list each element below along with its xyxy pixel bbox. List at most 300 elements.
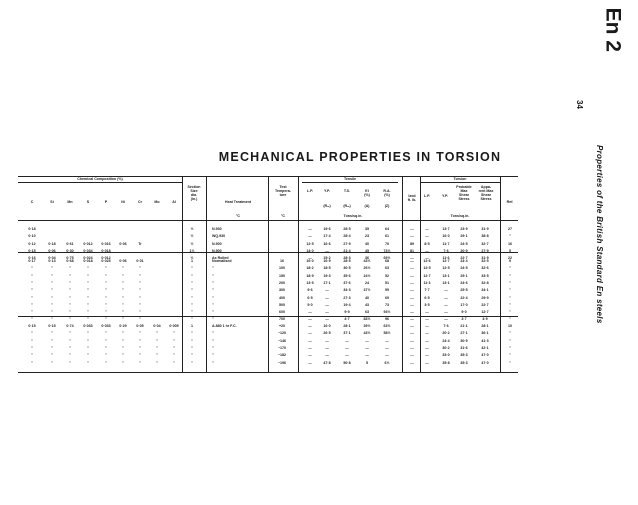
table-cell: 0·61 — [66, 241, 74, 246]
table-cell: 28·5 — [343, 259, 351, 263]
col-header-izod: Izod ft. lb. — [407, 194, 417, 202]
table-cell: " — [51, 266, 53, 271]
table-cell: " — [69, 288, 71, 293]
table-cell: " — [31, 302, 33, 307]
table-cell: 17·0 — [460, 302, 468, 307]
col-header-c: C — [30, 200, 34, 204]
table-cell: 0·15 — [28, 248, 36, 253]
table-cell: 16·0 — [306, 259, 314, 263]
col-header-el: El (%) — [364, 189, 370, 197]
table-cell: — — [410, 256, 414, 261]
table-cell: " — [191, 273, 193, 278]
table-cell: 0·16 — [28, 256, 36, 261]
unit-tensile: Tons/sq.in. — [343, 214, 363, 218]
table-cell: — — [308, 345, 312, 350]
table-cell: 7·7 — [424, 288, 430, 293]
table-cell: " — [509, 310, 511, 315]
table-cell: 24·5 — [460, 241, 468, 246]
table-cell: 52 — [385, 273, 389, 278]
table-cell: — — [410, 360, 414, 365]
table-cell: 26·5 — [323, 331, 331, 336]
table-cell: — — [325, 302, 329, 307]
table-cell: 22·7 — [481, 302, 489, 307]
table-cell: — — [425, 248, 429, 253]
table-cell: — — [345, 338, 349, 343]
table-cell: 11·3 — [423, 280, 431, 285]
table-cell: " — [69, 295, 71, 300]
table-cell: " — [69, 317, 71, 322]
table-cell: " — [509, 266, 511, 271]
table-cell: 5 — [366, 360, 368, 365]
table-cell: " — [509, 317, 511, 322]
table-cell: 16 — [508, 241, 512, 246]
table-cell: 37·1 — [343, 331, 351, 336]
table-cell: " — [122, 295, 124, 300]
table-cell: — — [325, 353, 329, 358]
table-cell: — — [410, 280, 414, 285]
table-cell: " — [173, 360, 175, 365]
table-cell: −196 — [277, 360, 287, 365]
table-cell: 31·9 — [481, 227, 489, 231]
table-cell: ½ — [190, 241, 194, 246]
table-cell: 36 — [365, 256, 369, 261]
table-cell: 17·4 — [323, 234, 331, 239]
table-cell: As Rolled — [212, 256, 229, 261]
table-cell: " — [509, 302, 511, 307]
table-cell: 32·8 — [481, 280, 489, 285]
unit-heat: °C — [235, 214, 241, 218]
table-cell: " — [191, 302, 193, 307]
table-cell: 81 — [410, 248, 414, 253]
table-cell: 35·3 — [460, 360, 468, 365]
table-cell: " — [156, 331, 158, 336]
table-cell: 34·1 — [481, 288, 489, 293]
table-cell: — — [365, 353, 369, 358]
table-cell: " — [156, 353, 158, 358]
table-cell: " — [509, 360, 511, 365]
col-header-al: Al — [172, 200, 176, 204]
table-cell: 32·6 — [481, 266, 489, 271]
table-cell: " — [87, 345, 89, 350]
table-cell: " — [87, 310, 89, 315]
table-cell: 35·6 — [343, 273, 351, 278]
table-cell: 5·0 — [307, 302, 313, 307]
table-cell: 33·0 — [442, 353, 450, 358]
table-cell: " — [105, 310, 107, 315]
table-cell: " — [87, 360, 89, 365]
table-cell: 10 — [508, 324, 512, 328]
table-cell: 43 — [365, 302, 369, 307]
table-cell: 12·6 — [423, 259, 431, 263]
table-cell: — — [425, 324, 429, 328]
table-cell: " — [122, 310, 124, 315]
table-cell: " — [31, 288, 33, 293]
table-cell: " — [87, 338, 89, 343]
table-cell: 0·012 — [101, 256, 111, 261]
table-cell: 43½ — [363, 331, 371, 336]
table-cell: — — [325, 345, 329, 350]
table-cell: 24½ — [363, 273, 371, 278]
table-cell: — — [444, 302, 448, 307]
table-cell: 200 — [279, 280, 285, 285]
table-cell: A.880 1 hr F.C. — [212, 324, 237, 328]
table-cell: — — [425, 360, 429, 365]
table-bottom-rule — [18, 372, 518, 373]
col-header-lp: L.P. — [306, 189, 314, 193]
tensile-group-header: Tensile — [343, 177, 357, 181]
table-cell: 21·1 — [460, 324, 468, 328]
table-cell: 30·5 — [343, 266, 351, 271]
table-cell: 69½ — [383, 256, 391, 261]
table-cell: 12·7 — [481, 310, 489, 315]
table-cell: 16·9 — [323, 259, 331, 263]
table-cell: " — [51, 288, 53, 293]
table-cell: 73½ — [383, 248, 391, 253]
table-cell: " — [31, 295, 33, 300]
table-cell: " — [156, 360, 158, 365]
table-cell: " — [509, 288, 511, 293]
table-cell: 35·8 — [442, 360, 450, 365]
table-cell: 3·5 — [424, 302, 430, 307]
table-cell: 100 — [279, 266, 285, 271]
table-cell: 27·9 — [343, 241, 351, 246]
table-cell: 0·025 — [101, 259, 111, 263]
col-header-ts: T.S. — [343, 189, 351, 193]
table-cell: 0·15 — [48, 324, 56, 328]
table-cell: — — [425, 345, 429, 350]
table-cell: " — [51, 295, 53, 300]
table-cell: 83½ — [363, 317, 371, 322]
table-cell: −170 — [277, 345, 287, 350]
table-cell: " — [105, 280, 107, 285]
table-cell: 70 — [385, 241, 389, 246]
table-cell: — — [410, 295, 414, 300]
table-cell: 0·75 — [66, 256, 74, 261]
table-cell: " — [191, 310, 193, 315]
table-cell: " — [105, 266, 107, 271]
table-cell: " — [191, 353, 193, 358]
table-cell: " — [122, 273, 124, 278]
table-cell: " — [87, 266, 89, 271]
table-cell: " — [87, 273, 89, 278]
table-cell: " — [509, 295, 511, 300]
table-cell: " — [122, 345, 124, 350]
table-cell: " — [122, 317, 124, 322]
table-cell: 28·5 — [343, 227, 351, 231]
table-cell: 63½ — [383, 324, 391, 328]
table-cell: 12·7 — [442, 259, 450, 263]
table-cell: " — [139, 360, 141, 365]
table-cell: " — [509, 234, 511, 239]
table-cell: 43½ — [363, 259, 371, 263]
table-cell: — — [410, 331, 414, 336]
table-cell: 16 — [280, 259, 284, 263]
table-cell: " — [212, 295, 214, 300]
table-cell: — — [385, 338, 389, 343]
table-cell: — — [444, 288, 448, 293]
table-cell: " — [31, 310, 33, 315]
table-cell: — — [410, 259, 414, 263]
table-cell: — — [385, 353, 389, 358]
table-cell: — — [425, 317, 429, 322]
table-cell: 32·5 — [481, 259, 489, 263]
table-cell: 0·018 — [101, 248, 111, 253]
col-header-size: Section Size dia. (in.) — [187, 185, 201, 201]
table-cell: 6·5 — [424, 295, 430, 300]
col-header-apparent-max: Appa- rent Max Shear Stress — [478, 185, 494, 201]
table-cell: " — [51, 317, 53, 322]
table-cell: " — [69, 338, 71, 343]
table-cell: — — [410, 288, 414, 293]
table-cell: " — [51, 310, 53, 315]
table-cell: 600 — [279, 310, 285, 315]
table-cell: " — [69, 331, 71, 336]
table-cell: 9 — [509, 259, 511, 263]
table-cell: 16·6 — [323, 241, 331, 246]
table-cell: " — [122, 338, 124, 343]
table-cell: — — [425, 338, 429, 343]
table-cell: " — [191, 345, 193, 350]
table-cell: " — [31, 338, 33, 343]
table-cell: 29·9 — [481, 295, 489, 300]
table-cell: 27·1 — [460, 331, 468, 336]
table-cell: " — [69, 273, 71, 278]
table-cell: — — [325, 288, 329, 293]
table-cell: 63 — [385, 266, 389, 271]
table-cell: " — [509, 273, 511, 278]
table-cell: 7·6 — [443, 248, 449, 253]
table-cell: 13·1 — [442, 280, 450, 285]
col-header-si: Si — [50, 200, 54, 204]
table-cell: 0·74 — [66, 324, 74, 328]
table-cell: 12·5 — [306, 241, 314, 246]
table-cell: " — [122, 331, 124, 336]
table-cell: " — [212, 338, 214, 343]
table-cell: 6½ — [384, 360, 390, 365]
table-cell: — — [308, 256, 312, 261]
table-cell: " — [212, 317, 214, 322]
table-cell: 9·6 — [307, 288, 313, 293]
table-cell: — — [308, 227, 312, 231]
page-number: 34 — [575, 100, 584, 109]
column-rule-2 — [268, 176, 269, 372]
table-cell: 0·04 — [153, 324, 161, 328]
table-cell: 22·4 — [460, 295, 468, 300]
table-cell: — — [325, 317, 329, 322]
table-cell: " — [156, 345, 158, 350]
table-cell: 14·0 — [306, 248, 314, 253]
table-cell: 73 — [385, 302, 389, 307]
table-cell: 28·1 — [481, 324, 489, 328]
table-cell: 59 — [385, 288, 389, 293]
table-cell: " — [139, 345, 141, 350]
col-header-temp: Test Tempera- ture — [275, 185, 291, 197]
table-cell: −120 — [277, 331, 287, 336]
table-cell: " — [87, 331, 89, 336]
table-cell: 40 — [365, 295, 369, 300]
table-cell: " — [139, 273, 141, 278]
page-title: MECHANICAL PROPERTIES IN TORSION — [218, 150, 502, 164]
table-cell: 0·18 — [28, 227, 36, 231]
table-cell: " — [87, 353, 89, 358]
table-cell: 8·5 — [424, 241, 430, 246]
table-cell: 0·17 — [28, 259, 36, 263]
table-cell: 31·9 — [481, 256, 489, 261]
table-cell: — — [425, 227, 429, 231]
table-cell: 0·034 — [83, 248, 93, 253]
table-cell: " — [31, 273, 33, 278]
table-cell: " — [139, 317, 141, 322]
table-cell: 19·4 — [343, 302, 351, 307]
table-cell: " — [139, 295, 141, 300]
table-cell: 0·13 — [48, 259, 56, 263]
table-cell: " — [191, 360, 193, 365]
table-cell: +20 — [278, 324, 286, 328]
table-cell: — — [308, 310, 312, 315]
table-cell: 37½ — [363, 288, 371, 293]
table-cell: 28·4 — [343, 234, 351, 239]
col-header-probable-max: Probable Max Shear Stress — [456, 185, 472, 201]
table-cell: 24 — [365, 280, 369, 285]
table-cell: 37·6 — [343, 280, 351, 285]
table-cell: — — [425, 353, 429, 358]
col-header-ra: R.A. (%) — [383, 189, 391, 197]
table-cell: 0·033 — [83, 324, 93, 328]
table-cell: " — [139, 288, 141, 293]
table-cell: " — [105, 338, 107, 343]
table-cell: 47·0 — [481, 353, 489, 358]
table-cell: — — [345, 345, 349, 350]
table-cell: " — [191, 338, 193, 343]
table-cell: " — [51, 345, 53, 350]
table-cell: 24·5 — [460, 266, 468, 271]
table-cell: 32·7 — [481, 241, 489, 246]
table-cell: 0·30 — [66, 248, 74, 253]
table-cell: 35 — [365, 227, 369, 231]
table-cell: — — [425, 310, 429, 315]
table-cell: 0·012 — [83, 241, 93, 246]
running-title: Properties of the British Standard En steels — [595, 145, 604, 324]
table-cell: 69 — [385, 295, 389, 300]
table-cell: " — [51, 280, 53, 285]
table-cell: " — [69, 353, 71, 358]
chem-group-header: Chemical Composition (%) — [77, 177, 123, 181]
table-cell: 11·6 — [442, 256, 450, 261]
table-cell: 96 — [385, 317, 389, 322]
table-cell: " — [122, 353, 124, 358]
table-cell: 23·9 — [460, 227, 468, 231]
table-cell: " — [139, 353, 141, 358]
table-cell: 19·3 — [323, 273, 331, 278]
table-cell: 34·3 — [343, 288, 351, 293]
table-cell: ½ — [190, 256, 194, 261]
table-cell: 63 — [365, 310, 369, 315]
table-cell: " — [31, 353, 33, 358]
col-header-torsion-lp: L.P. — [423, 194, 431, 198]
table-cell: — — [308, 360, 312, 365]
table-cell: — — [308, 317, 312, 322]
table-cell: " — [139, 266, 141, 271]
table-cell: " — [122, 288, 124, 293]
table-cell: " — [69, 280, 71, 285]
table-cell: " — [509, 338, 511, 343]
col-header-s: S — [86, 200, 90, 204]
table-cell: 1½ — [189, 248, 195, 253]
table-cell: " — [191, 280, 193, 285]
table-cell: 0·06 — [119, 241, 127, 246]
col-header-torsion-yp: Y.P. — [442, 194, 448, 198]
table-cell: " — [69, 266, 71, 271]
table-cell: " — [156, 338, 158, 343]
table-cell: N.900 — [212, 241, 222, 246]
table-cell: 25·5 — [460, 288, 468, 293]
table-cell: — — [444, 295, 448, 300]
table-cell: " — [105, 353, 107, 358]
table-cell: " — [31, 360, 33, 365]
table-cell: " — [509, 280, 511, 285]
table-cell: — — [444, 310, 448, 315]
table-cell: " — [212, 331, 214, 336]
table-cell: 36·1 — [481, 331, 489, 336]
col-header-p: P — [104, 200, 108, 204]
table-cell: " — [87, 280, 89, 285]
table-cell: " — [212, 273, 214, 278]
table-cell: " — [122, 360, 124, 365]
table-cell: 0·016 — [101, 241, 111, 246]
table-cell: 24·4 — [442, 338, 450, 343]
table-cell: 18·9 — [306, 273, 314, 278]
table-cell: " — [173, 345, 175, 350]
table-cell: " — [173, 338, 175, 343]
col-header-heat: Heat Treatment — [225, 200, 251, 204]
table-cell: — — [444, 317, 448, 322]
table-cell: 35·3 — [460, 353, 468, 358]
table-cell: 40 — [365, 241, 369, 246]
col-header-yp: Y.P. — [324, 189, 330, 193]
table-cell: 41·3 — [481, 338, 489, 343]
table-cell: Normalised — [212, 259, 232, 263]
table-cell: — — [410, 234, 414, 239]
table-cell: " — [212, 280, 214, 285]
table-cell: " — [173, 331, 175, 336]
table-cell: 38·8 — [481, 234, 489, 239]
table-cell: 20·2 — [442, 331, 450, 336]
col-header-unit-a: (A) — [364, 204, 370, 208]
unit-torsion: Tons/sq.in. — [450, 214, 470, 218]
table-cell: 61 — [385, 234, 389, 239]
torsion-properties-table — [18, 176, 584, 372]
table-cell: — — [385, 345, 389, 350]
table-cell: 31·6 — [460, 345, 468, 350]
table-cell: 0·10 — [28, 234, 36, 239]
table-cell: " — [212, 310, 214, 315]
table-cell: 33·5 — [481, 273, 489, 278]
col-header-mo: Mo — [154, 200, 160, 204]
table-cell: — — [410, 317, 414, 322]
table-cell: 700 — [279, 317, 285, 322]
table-cell: 16·0 — [323, 324, 331, 328]
table-cell: — — [425, 234, 429, 239]
table-cell: 400 — [279, 295, 285, 300]
column-rule-1 — [206, 176, 207, 372]
table-cell: N.900 — [212, 248, 222, 253]
col-header-mn: Mn — [67, 200, 73, 204]
table-cell: — — [410, 310, 414, 315]
table-cell: 24·6 — [460, 280, 468, 285]
table-cell: " — [31, 345, 33, 350]
table-cell: " — [87, 302, 89, 307]
table-cell: 0·033 — [101, 324, 111, 328]
